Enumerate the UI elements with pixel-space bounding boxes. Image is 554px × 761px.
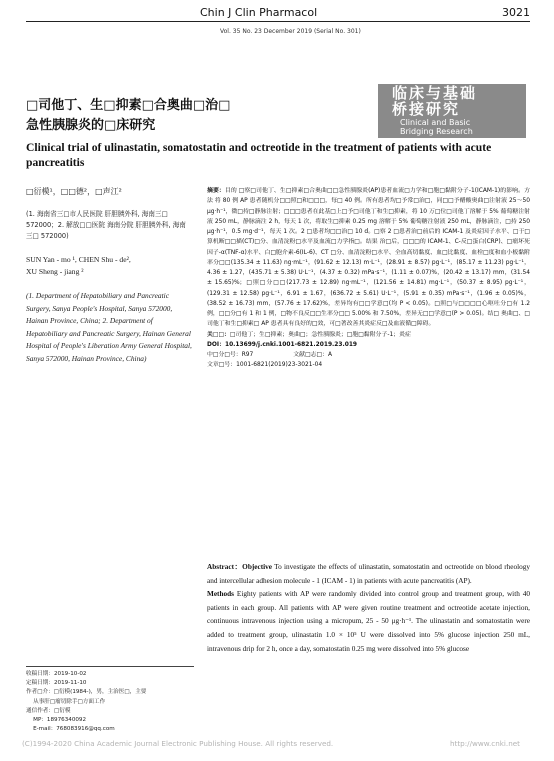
methods-text: Eighty patients with AP were randomly divided into control group and treatment group, with 40 patients in each group. All patients with AP were given routine treatment and octreotide acetate injection, continuous intravenous injection using a micropum, 25 - 50 μg·h⁻¹. The ulinastatin and somatostatin were added to treatment group, ulinastatin 1.0 × 10⁵ U were dissolved into 5% glucose injection 250 mL, intravenous drip for 2 h, once a day, somatostatin 0.25 mg were dissolved into 5% glucose	[207, 590, 530, 653]
banner-chinese-line: 桥接研究	[392, 100, 461, 118]
author-bio: 作者□介：□衍模(1984-)，男，主治医□，主要	[26, 689, 147, 696]
copyright-notice: (C)1994-2020 China Academic Journal Electronic Publishing House. All rights reserved.	[22, 739, 334, 748]
title-line: 急性胰腺炎的□床研究	[26, 118, 156, 133]
running-header-journal: Chin J Clin Pharmacol	[200, 6, 318, 19]
authors-chinese: □衍模¹，□□德²，□声江²	[26, 187, 122, 196]
keywords	[207, 330, 530, 340]
received-date: 收稿日期：2019-10-02	[26, 671, 87, 677]
footnote-rule	[26, 666, 194, 667]
abstract-methods	[207, 588, 530, 656]
doc-code-value: A	[328, 352, 333, 358]
email: E-mail：768083916@qq.com	[26, 726, 115, 733]
corresponding-author: 通信作者：□衍模	[26, 707, 71, 714]
classification-line	[207, 350, 530, 360]
doc-code-label: 文献□志□：	[293, 352, 328, 358]
objective-label: Abstract：Objective	[207, 563, 272, 571]
authors-english	[26, 254, 194, 278]
abstract-chinese	[207, 186, 530, 330]
author-bio-cont: 从事肝□瘤切除手□方面工作	[26, 698, 106, 705]
clc-value: R97	[241, 352, 254, 358]
author-line: XU Sheng - jiang ²	[26, 267, 84, 276]
methods-label: Methods	[207, 590, 234, 599]
banner-chinese-line: 临床与基础	[392, 84, 478, 102]
abstract-english	[207, 561, 530, 656]
accepted-date: 定稿日期：2019-11-10	[26, 680, 87, 687]
page-number: 3021	[502, 6, 530, 19]
author-line: SUN Yan - mo ¹, CHEN Shu - de²,	[26, 255, 131, 264]
keywords-text: □司他丁；生□抑素；奥曲□；急性胰腺炎；□胞□黏附分子-1；炎症	[229, 331, 411, 338]
article-title-english: Clinical trial of ulinastatin, somatostatin and octreotide in the treatment of patients with acute pancreatitis	[26, 141, 492, 169]
header-rule	[26, 21, 530, 22]
author-column	[26, 186, 194, 377]
keywords-label: 关□□：	[207, 331, 230, 338]
banner-chinese	[392, 85, 477, 117]
affiliation-chinese: (1. 海南省三□市人民医院 肝胆胰外科, 海南三□ 572000；2. 解放□□医院 海南分院 肝胆胰外科, 海南 三□ 572000)	[26, 210, 186, 240]
affiliation-english: (1. Department of Hepatobiliary and Pancreatic Surgery, Sanya People's Hospital, Sanya 572000, Hainan Province, China; 2. Department of Hepatobiliary and Pancreatic Surgery, Hainan General Hospital of People's Liberation Army General Hospital, Sanya 572000, Hainan Province, China)	[26, 291, 192, 363]
column-banner	[378, 84, 526, 138]
issue-info: Vol. 35 No. 23 December 2019 (Serial No. 301)	[220, 28, 361, 35]
article-metadata	[26, 670, 194, 734]
article-title-chinese	[26, 96, 366, 136]
banner-english	[400, 118, 473, 136]
objective-text: To investigate the effects of ulinastatin, somatostatin and octreotide on blood rheology and intercellular adhesion molecule - 1 (ICAM - 1) in patients with acute pancreatitis (AP).	[207, 563, 530, 585]
doi: DOI：10.13699/j.cnki.1001-6821.2019.23.019	[207, 341, 358, 348]
footer-url: http://www.cnki.net	[449, 739, 520, 748]
article-number	[207, 360, 530, 370]
phone: MP：18976340092	[26, 717, 87, 724]
article-number-value: 1001-6821(2019)23-3021-04	[236, 362, 323, 369]
article-number-label: 文章□号：	[207, 362, 237, 369]
clc-label: 中□分□号：	[207, 352, 242, 358]
title-line: □司他丁、生□抑素□合奥曲□治□	[26, 98, 231, 113]
abstract-objective	[207, 561, 530, 588]
abstract-text: 目的 □察□司他丁、生□抑素□合奥曲□□急性胰腺炎(AP)患者血流□力学和□胞□黏附分子-1(ICAM-1)的影响。方法 将 80 例 AP 患者随机分□□照□和□□□，每□ 40 例。所有患者均□予常□治□，同□□予醋酸奥曲□注射液 25～50 μg·h⁻¹，微□持□静脉注射；□□□患者在此基□上□予□司他丁和生□抑素，将 10 万□位□司他丁溶解于 5% 葡萄糖注射液 250 mL，静脉滴注 2 h，每天 1 次，将取生□抑素 0.25 mg 溶解于 5% 葡萄糖注射液 250 mL，静脉滴注，□持 250 μg·h⁻¹，0.5 mg·d⁻¹，每天 1 次。2 □患者均□□治□ 10 d。□察 2 □患者治□前后的 ICAM-1 及炎症因子水平、□于□算机断□□描(CT)□分、血清淀粉□水平及血流□力学指□。结果 治□后，□□□的 ICAM-1、C-反□蛋白(CRP)、□瘤坏死因子-α(TNF-α)水平、白□胞介素-6(IL-6)、CT □分、血清淀粉□水平、全血高切黏度、血□比黏度、血栓□度和血小板黏附率分□□(135.34 ± 11.63) ng·mL⁻¹，(91.62 ± 12.13) m·L⁻¹，(28.91 ± 8.57) pg·L⁻¹，(85.17 ± 11.23) pg·L⁻¹，4.36 ± 1.27，(435.71 ± 5.38) U·L⁻¹，(4.37 ± 0.32) mPa·s⁻¹，(1.11 ± 0.07)%，(20.42 ± 13.17) mm，(31.54 ± 15.65)%；□照□分□□(217.73 ± 12.89) ng·mL⁻¹，(121.56 ± 14.81) mg·L⁻¹，(50.37 ± 8.95) pg·L⁻¹，(129.31 ± 12.58) pg·L⁻¹，6.91 ± 1.67，(636.72 ± 5.61) U·L⁻¹，(5.91 ± 0.35) mPa·s⁻¹，(1.96 ± 0.05)%，(38.52 ± 16.73) mm，(57.76 ± 17.62)%，差异均有□□学意□(均 P < 0.05)。□照□与□□□□心呕吐分□有 1.2 例，□□分□有 1 和 1 例，□物不良反□□生率分□□ 5.00% 和 7.50%，差异无□□学意□(P > 0.05)。结□ 奥曲□、□司他丁和生□抑素□ AP 患者具有良好的□效，可□著改善其炎症反□及血液循□障碍。	[207, 188, 531, 328]
banner-english-line: Bridging Research	[400, 127, 473, 136]
abstract-label: 摘要：	[207, 188, 225, 194]
abstract-column	[207, 186, 530, 371]
banner-english-line: Clinical and Basic	[400, 118, 471, 127]
